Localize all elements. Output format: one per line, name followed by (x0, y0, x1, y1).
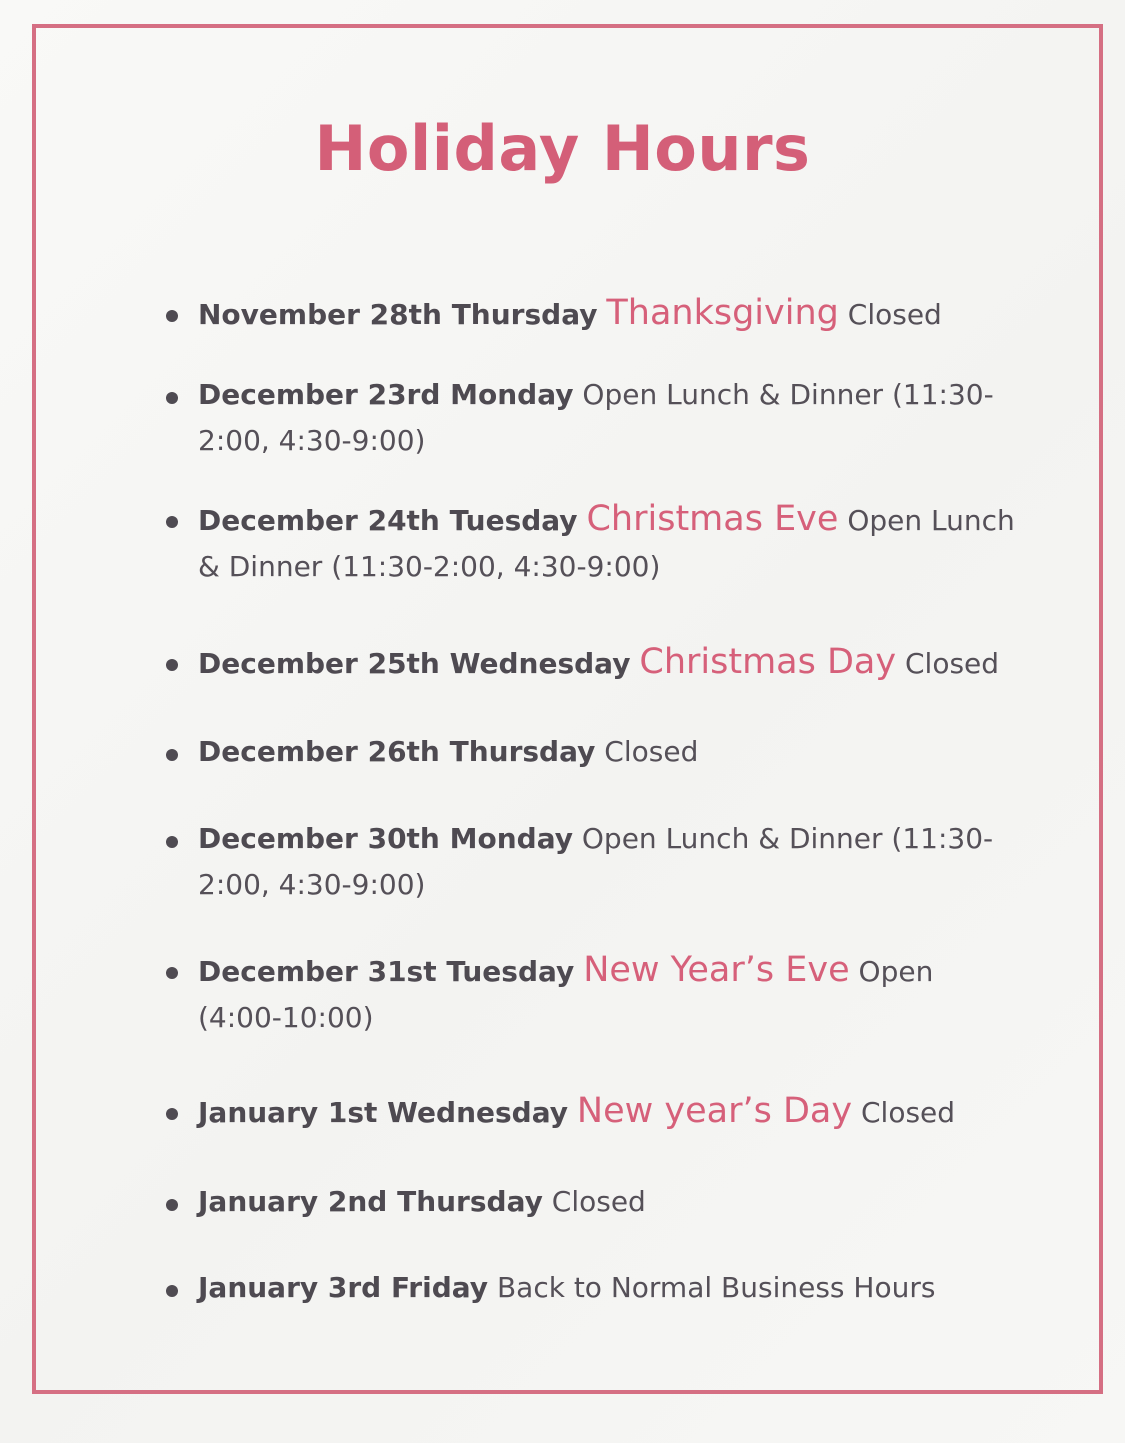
schedule-status: Back to Normal Business Hours (496, 1271, 936, 1304)
bullet-icon (166, 749, 178, 761)
schedule-status: Closed (604, 735, 699, 768)
list-item (166, 1088, 1026, 1136)
list-item-text (198, 290, 1026, 338)
bullet-icon (166, 967, 178, 979)
holiday-name: New Year’s Eve (583, 950, 850, 990)
schedule-date: December 30th Monday (198, 822, 573, 855)
bullet-icon (166, 1285, 178, 1297)
schedule-status: Closed (847, 298, 942, 331)
bullet-icon (166, 516, 178, 528)
schedule-date: January 2nd Thursday (198, 1185, 543, 1218)
list-item-text (198, 816, 1026, 908)
schedule-status: Open (4:00-10:00) (198, 955, 934, 1034)
list-item (166, 1265, 1026, 1311)
list-item (166, 729, 1026, 775)
schedule-date: December 31st Tuesday (198, 955, 575, 988)
list-item-text (198, 1179, 1026, 1225)
list-item (166, 816, 1026, 908)
schedule-date: December 23rd Monday (198, 378, 574, 411)
page-title: Holiday Hours (314, 112, 811, 185)
holiday-name: New year’s Day (576, 1091, 853, 1131)
list-item-text (198, 496, 1026, 590)
schedule-date: December 26th Thursday (198, 735, 596, 768)
schedule-status: Closed (551, 1185, 646, 1218)
list-item (166, 372, 1026, 464)
list-item-text (198, 729, 1026, 775)
schedule-status: Open Lunch & Dinner (11:30-2:00, 4:30-9:00) (198, 504, 1015, 583)
list-item-text (198, 1265, 1026, 1311)
list-item-text (198, 947, 1026, 1041)
list-item (166, 639, 1026, 687)
list-item-text (198, 1088, 1026, 1136)
list-item (166, 496, 1026, 590)
holiday-name: Christmas Day (639, 642, 897, 682)
schedule-date: December 25th Wednesday (198, 647, 631, 680)
schedule-status: Closed (905, 647, 1000, 680)
schedule-date: December 24th Tuesday (198, 504, 578, 537)
schedule-date: November 28th Thursday (198, 298, 598, 331)
schedule-date: January 3rd Friday (198, 1271, 489, 1304)
list-item (166, 947, 1026, 1041)
holiday-name: Christmas Eve (586, 499, 839, 539)
bullet-icon (166, 1108, 178, 1120)
list-item-text (198, 372, 1026, 464)
bullet-icon (166, 659, 178, 671)
list-item (166, 1179, 1026, 1225)
schedule-status: Closed (860, 1096, 956, 1129)
list-item (166, 290, 1026, 338)
bullet-icon (166, 392, 178, 404)
schedule-date: January 1st Wednesday (198, 1096, 569, 1129)
bullet-icon (166, 1199, 178, 1211)
schedule-status: Open Lunch & Dinner (11:30-2:00, 4:30-9:00) (198, 822, 994, 901)
holiday-name: Thanksgiving (606, 293, 839, 333)
bullet-icon (166, 836, 178, 848)
schedule-status: Open Lunch & Dinner (11:30-2:00, 4:30-9:00) (198, 378, 994, 457)
bullet-icon (166, 310, 178, 322)
list-item-text (198, 639, 1026, 687)
